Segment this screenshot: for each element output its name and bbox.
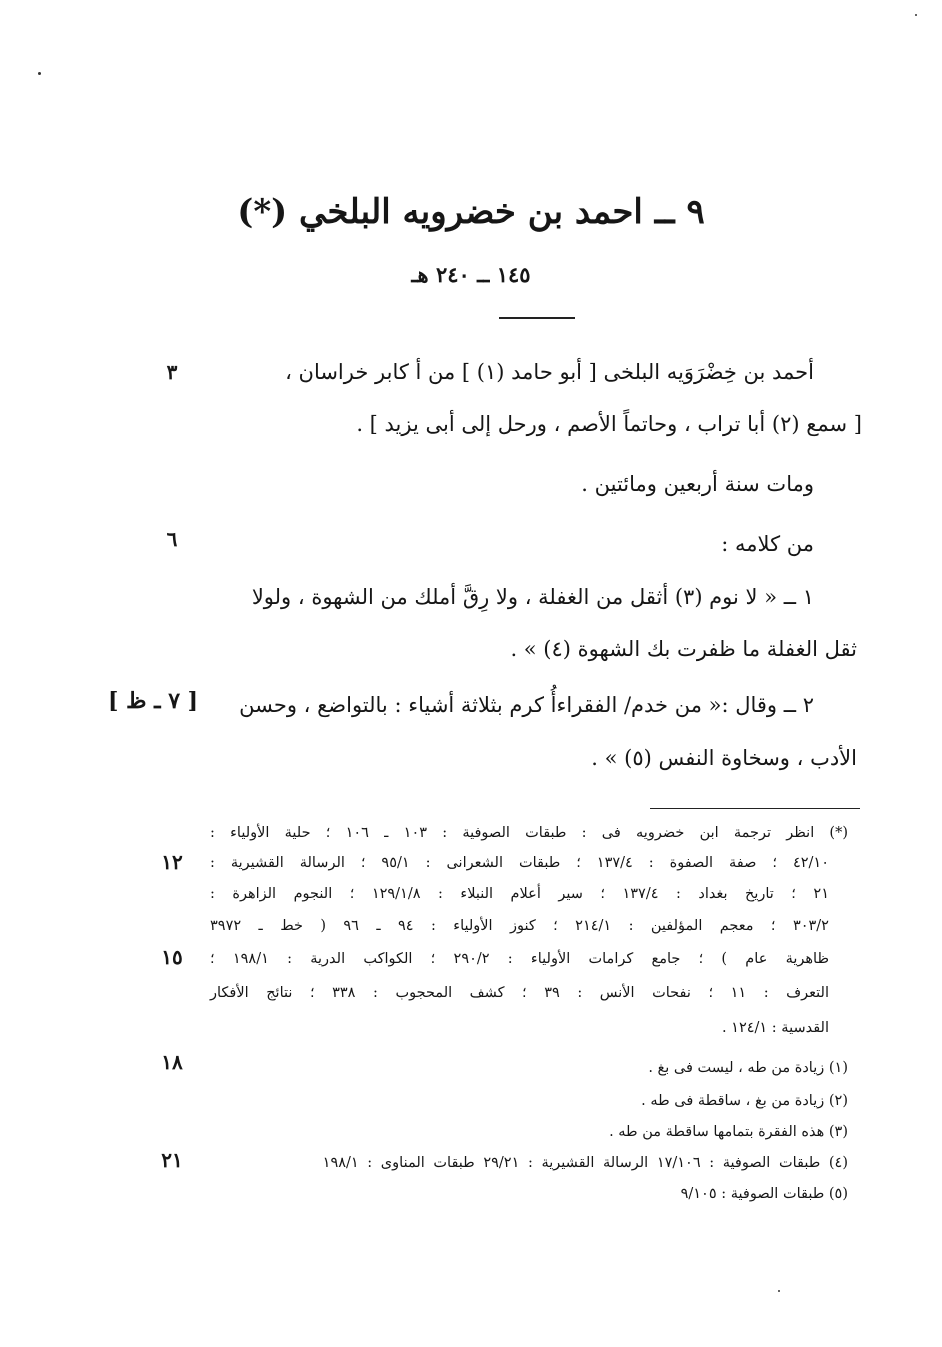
body-line-intro-1: أحمد بن خِضْرَوَيه البلخى [ أبو حامد (١) ] من أ كابر خراسان ، (285, 360, 814, 384)
scan-speck (915, 14, 917, 16)
footnote-star-line: ٣٠٣/٢ ؛ معجم المؤلفين : ٢١٤/١ ؛ كنوز الأولياء : ٩٤ ـ ٩٦ ( خط ـ ٣٩٧٢ (210, 918, 829, 934)
chapter-title: ٩ ــ احمد بن خضرويه البلخي (*) (237, 192, 705, 232)
footnote-star-line: ٢١ ؛ تاريخ بغداد : ١٣٧/٤ ؛ سير أعلام النبلاء : ١٢٩/١/٨ ؛ النجوم الزاهرة : (210, 886, 829, 902)
body-line-death: ومات سنة أربعين ومائتين . (581, 472, 814, 496)
line-number: ١٥ (161, 945, 183, 969)
scan-speck (38, 72, 41, 75)
footnote-star-line: القدسية : ١٢٤/١ . (721, 1020, 829, 1036)
heading-divider (499, 317, 575, 319)
footnote-4: (٤) طبقات الصوفية : ١٧/١٠٦ الرسالة القشيرية : ٢٩/٢١ طبقات المناوى : ١٩٨/١ (322, 1155, 848, 1171)
saying-1-line-1: ١ ــ « لا نوم (٣) أثقل من الغفلة ، ولا رِقَّ أملك من الشهوة ، ولولا (251, 585, 814, 609)
line-number: ٣ (166, 360, 178, 384)
footnote-star-line: (*) انظر ترجمة ابن خضرويه فى : طبقات الصوفية : ١٠٣ ـ ١٠٦ ؛ حلية الأولياء : (210, 825, 848, 841)
line-number: ١٨ (161, 1050, 183, 1074)
footnote-3: (٣) هذه الفقرة بتمامها ساقطة من طه . (609, 1124, 848, 1140)
scan-speck (778, 1290, 780, 1292)
body-line-from-speech: من كلامه : (721, 532, 814, 556)
footnote-star-line: ظاهرية عام ) ؛ جامع كرامات الأولياء : ٢٩٠/٢ ؛ الكواكب الدرية : ١٩٨/١ ؛ (210, 951, 830, 967)
saying-2-line-1: ٢ ــ وقال :« من خدم/ الفقراءأُ كرم بثلاثة أشياء : بالتواضع ، وحسن (239, 693, 814, 717)
footnote-2: (٢) زيادة من بغ ، ساقطة فى طه . (641, 1093, 848, 1109)
saying-2-line-2: الأدب ، وسخاوة النفس (٥) » . (591, 746, 857, 770)
footnote-divider (650, 808, 860, 809)
line-number: ٢١ (161, 1148, 183, 1172)
folio-marker: [ ٧ ـ ظ ] (108, 688, 199, 714)
line-number: ٦ (166, 527, 178, 551)
footnote-5: (٥) طبقات الصوفية : ٩/١٠٥ (680, 1186, 848, 1202)
chapter-dates: ١٤٥ ــ ٢٤٠ هـ (411, 262, 531, 287)
line-number: ١٢ (161, 850, 183, 874)
body-line-intro-2: [ سمع (٢) أبا تراب ، وحاتماً الأصم ، ورحل إلى أبى يزيد ] . (356, 412, 862, 436)
footnote-star-line: التعرف : ١١ ؛ نفحات الأنس : ٣٩ ؛ كشف المحجوب : ٣٣٨ ؛ نتائج الأفكار (210, 985, 829, 1001)
footnote-star-line: ٤٢/١٠ ؛ صفة الصفوة : ١٣٧/٤ ؛ طبقات الشعرانى : ٩٥/١ ؛ الرسالة القشيرية : (210, 855, 829, 871)
footnote-1: (١) زيادة من طه ، ليست فى بغ . (648, 1060, 848, 1076)
saying-1-line-2: ثقل الغفلة ما ظفرت بك الشهوة (٤) » . (510, 637, 857, 661)
